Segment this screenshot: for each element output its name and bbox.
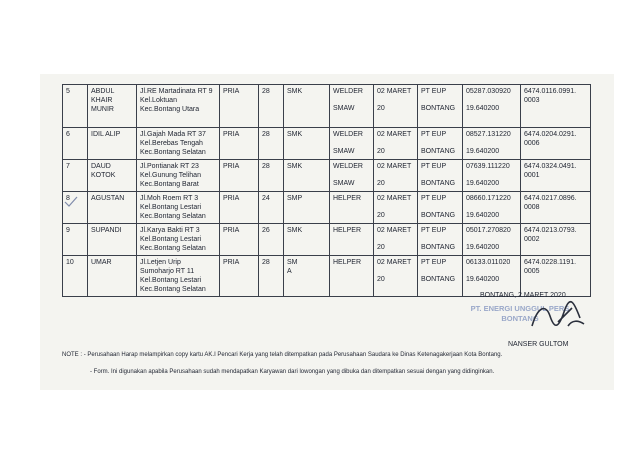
- cell-nik-line: 0005: [524, 268, 540, 275]
- table-row: [63, 224, 591, 256]
- cell-phone-line: 08527.131220: [466, 131, 511, 138]
- cell-age: 28: [259, 128, 284, 160]
- cell-nik-line: 6474.0116.0991.: [524, 88, 577, 95]
- cell-age: 24: [259, 192, 284, 224]
- cell-name: [88, 192, 137, 224]
- cell-name-line: AGUSTAN: [91, 195, 125, 202]
- cell-gender: PRIA: [220, 128, 259, 160]
- cell-address-line: Jl.Letjen Urip: [140, 259, 181, 266]
- table-row: [63, 192, 591, 224]
- cell-position-line: HELPER: [333, 259, 362, 266]
- cell-name-line: ABDUL: [91, 88, 115, 95]
- cell-nik-line: 0006: [524, 140, 540, 147]
- note-1: [62, 352, 502, 358]
- cell-address: [137, 192, 220, 224]
- cell-name-line: MUNIR: [91, 106, 114, 113]
- cell-gender: PRIA: [220, 192, 259, 224]
- cell-date-line: 02 MARET: [377, 195, 412, 202]
- cell-nik: [521, 224, 591, 256]
- cell-date-line: 02 MARET: [377, 163, 412, 170]
- cell-position: [330, 224, 374, 256]
- cell-gender: PRIA: [220, 160, 259, 192]
- cell-position-line: HELPER: [333, 227, 362, 234]
- cell-name: [88, 128, 137, 160]
- worker-table: [62, 84, 591, 297]
- cell-age: 28: [259, 85, 284, 128]
- cell-education: [284, 85, 330, 128]
- cell-phone-line: 19.640200: [466, 276, 500, 283]
- cell-position-line: WELDER: [333, 163, 363, 170]
- checkmark-icon: [64, 196, 78, 208]
- cell-address: [137, 224, 220, 256]
- cell-date: [374, 128, 418, 160]
- cell-company-line: PT EUP: [421, 259, 447, 266]
- cell-phone: [463, 224, 521, 256]
- cell-date-line: 20: [377, 276, 385, 283]
- table-row: [63, 256, 591, 297]
- cell-date: [374, 85, 418, 128]
- cell-age: 28: [259, 256, 284, 297]
- cell-address-line: Jl.Karya Bakti RT 3: [140, 227, 200, 234]
- cell-date: [374, 192, 418, 224]
- cell-date-line: 20: [377, 180, 385, 187]
- cell-phone: [463, 192, 521, 224]
- cell-education: [284, 224, 330, 256]
- cell-address-line: Kel.Loktuan: [140, 97, 177, 104]
- cell-address-line: Kec.Bontang Barat: [140, 181, 199, 188]
- cell-company: [418, 192, 463, 224]
- cell-position-line: SMAW: [333, 180, 355, 187]
- cell-phone: [463, 256, 521, 297]
- cell-phone-line: 19.640200: [466, 148, 500, 155]
- cell-company-line: PT EUP: [421, 131, 447, 138]
- cell-nik: [521, 160, 591, 192]
- cell-education: [284, 128, 330, 160]
- cell-phone-line: 07639.111220: [466, 163, 510, 170]
- cell-nik-line: 6474.0204.0291.: [524, 131, 577, 138]
- cell-phone-line: 06133.011020: [466, 259, 511, 266]
- cell-no: 8: [63, 192, 88, 224]
- cell-position-line: WELDER: [333, 88, 363, 95]
- cell-education-line: SMP: [287, 195, 303, 202]
- stamp-line: BONTANG: [501, 314, 539, 323]
- cell-address-line: Kec.Bontang Utara: [140, 106, 200, 113]
- cell-nik-line: 0002: [524, 236, 540, 243]
- cell-address-line: Kec.Bontang Selatan: [140, 213, 206, 220]
- cell-position: [330, 85, 374, 128]
- cell-position-line: HELPER: [333, 195, 362, 202]
- cell-company-line: BONTANG: [421, 105, 456, 112]
- cell-education-line: A: [287, 268, 292, 275]
- cell-company: [418, 128, 463, 160]
- cell-phone: [463, 85, 521, 128]
- table-body: [63, 85, 591, 297]
- cell-no: 6: [63, 128, 88, 160]
- cell-nik: [521, 128, 591, 160]
- cell-name: [88, 160, 137, 192]
- cell-education-line: SMK: [287, 131, 303, 138]
- cell-gender: PRIA: [220, 256, 259, 297]
- note-text: - Perusahaan Harap melampirkan copy kartu AK.I Pencari Kerja yang telah ditempatkan pada Perusahaan Saudara ke Dinas Ketenagakerjaan Kota Bontang.: [83, 352, 503, 358]
- cell-phone-line: 19.640200: [466, 212, 500, 219]
- cell-nik-line: 0001: [524, 172, 540, 179]
- cell-company-line: BONTANG: [421, 180, 456, 187]
- cell-no: 10: [63, 256, 88, 297]
- cell-address-line: Kel.Berebas Tengah: [140, 140, 203, 147]
- cell-company: [418, 85, 463, 128]
- cell-date-line: 02 MARET: [377, 259, 412, 266]
- cell-education: [284, 256, 330, 297]
- cell-company-line: BONTANG: [421, 212, 456, 219]
- note-label: NOTE :: [62, 352, 83, 358]
- cell-date-line: 02 MARET: [377, 131, 412, 138]
- cell-name-line: UMAR: [91, 259, 112, 266]
- cell-address: [137, 128, 220, 160]
- cell-date: [374, 160, 418, 192]
- cell-company: [418, 256, 463, 297]
- cell-position: [330, 128, 374, 160]
- cell-education-line: SMK: [287, 88, 303, 95]
- cell-address-line: Jl.Moh Roem RT 3: [140, 195, 199, 202]
- cell-education-line: SMK: [287, 163, 303, 170]
- cell-age: 26: [259, 224, 284, 256]
- cell-date-line: 20: [377, 105, 385, 112]
- cell-date: [374, 224, 418, 256]
- cell-address-line: Kel.Bontang Lestari: [140, 204, 202, 211]
- cell-name: [88, 224, 137, 256]
- cell-phone-line: 05287.030920: [466, 88, 511, 95]
- cell-date-line: 02 MARET: [377, 227, 412, 234]
- cell-education-line: SM: [287, 259, 298, 266]
- cell-date-line: 02 MARET: [377, 88, 412, 95]
- cell-no: 5: [63, 85, 88, 128]
- cell-name-line: IDIL ALIP: [91, 131, 121, 138]
- cell-phone: [463, 160, 521, 192]
- cell-nik-line: 6474.0228.1191.: [524, 259, 577, 266]
- cell-phone: [463, 128, 521, 160]
- cell-position-line: SMAW: [333, 148, 355, 155]
- note-2: - Form. Ini digunakan apabila Perusahaan sudah mendapatkan Karyawan dari lowongan yang dibuka dan ditempatkan sesuai dengan yang didinginkan.: [90, 369, 495, 375]
- place-date: BONTANG, 2 MARET 2020: [480, 292, 566, 299]
- cell-date-line: 20: [377, 148, 385, 155]
- cell-company-line: PT EUP: [421, 163, 447, 170]
- cell-company-line: BONTANG: [421, 244, 456, 251]
- stamp-line: PT. ENERGI UNGGUL PERS: [470, 304, 570, 313]
- cell-phone-line: 19.640200: [466, 244, 500, 251]
- cell-name-line: KHAIR: [91, 97, 113, 104]
- cell-no: 9: [63, 224, 88, 256]
- table-row: [63, 85, 591, 128]
- cell-position: [330, 192, 374, 224]
- cell-name: [88, 256, 137, 297]
- cell-date: [374, 256, 418, 297]
- cell-date-line: 20: [377, 244, 385, 251]
- cell-nik-line: 0008: [524, 204, 540, 211]
- cell-address: [137, 85, 220, 128]
- cell-nik-line: 6474.0324.0491.: [524, 163, 577, 170]
- cell-address-line: Kec.Bontang Selatan: [140, 286, 206, 293]
- cell-name-line: SUPANDI: [91, 227, 122, 234]
- cell-age: 28: [259, 160, 284, 192]
- cell-position-line: WELDER: [333, 131, 363, 138]
- cell-address-line: Sumoharjo RT 11: [140, 268, 195, 275]
- cell-position: [330, 160, 374, 192]
- cell-nik-line: 6474.0213.0793.: [524, 227, 577, 234]
- cell-phone-line: 08660.171220: [466, 195, 511, 202]
- cell-company: [418, 224, 463, 256]
- signer-name: NANSER GULTOM: [508, 341, 569, 348]
- cell-position: [330, 256, 374, 297]
- cell-phone-line: 19.640200: [466, 105, 500, 112]
- cell-gender: PRIA: [220, 224, 259, 256]
- cell-no: 7: [63, 160, 88, 192]
- cell-company-line: PT EUP: [421, 227, 447, 234]
- cell-education: [284, 160, 330, 192]
- cell-address: [137, 160, 220, 192]
- cell-gender: PRIA: [220, 85, 259, 128]
- table-row: [63, 128, 591, 160]
- cell-address-line: Kec.Bontang Selatan: [140, 149, 206, 156]
- cell-phone-line: 19.640200: [466, 180, 500, 187]
- cell-address-line: Jl.RE Martadinata RT 9: [140, 88, 213, 95]
- signature-mark: [528, 296, 588, 336]
- cell-date-line: 20: [377, 212, 385, 219]
- cell-address-line: Kel.Bontang Lestari: [140, 277, 202, 284]
- cell-phone-line: 05017.270820: [466, 227, 511, 234]
- cell-company-line: BONTANG: [421, 148, 456, 155]
- cell-nik: [521, 85, 591, 128]
- table-row: [63, 160, 591, 192]
- cell-nik: [521, 192, 591, 224]
- cell-name-line: KOTOK: [91, 172, 116, 179]
- cell-education: [284, 192, 330, 224]
- cell-address-line: Jl.Gajah Mada RT 37: [140, 131, 206, 138]
- cell-nik: [521, 256, 591, 297]
- cell-company: [418, 160, 463, 192]
- cell-education-line: SMK: [287, 227, 303, 234]
- cell-address-line: Kel.Gunung Telihan: [140, 172, 201, 179]
- cell-company-line: BONTANG: [421, 276, 456, 283]
- cell-company-line: PT EUP: [421, 88, 447, 95]
- cell-nik-line: 6474.0217.0896.: [524, 195, 577, 202]
- cell-address-line: Jl.Pontianak RT 23: [140, 163, 199, 170]
- cell-address-line: Kel.Bontang Lestari: [140, 236, 202, 243]
- cell-name: [88, 85, 137, 128]
- cell-company-line: PT EUP: [421, 195, 447, 202]
- cell-address: [137, 256, 220, 297]
- cell-name-line: DAUD: [91, 163, 111, 170]
- cell-nik-line: 0003: [524, 97, 540, 104]
- cell-position-line: SMAW: [333, 105, 355, 112]
- cell-address-line: Kec.Bontang Selatan: [140, 245, 206, 252]
